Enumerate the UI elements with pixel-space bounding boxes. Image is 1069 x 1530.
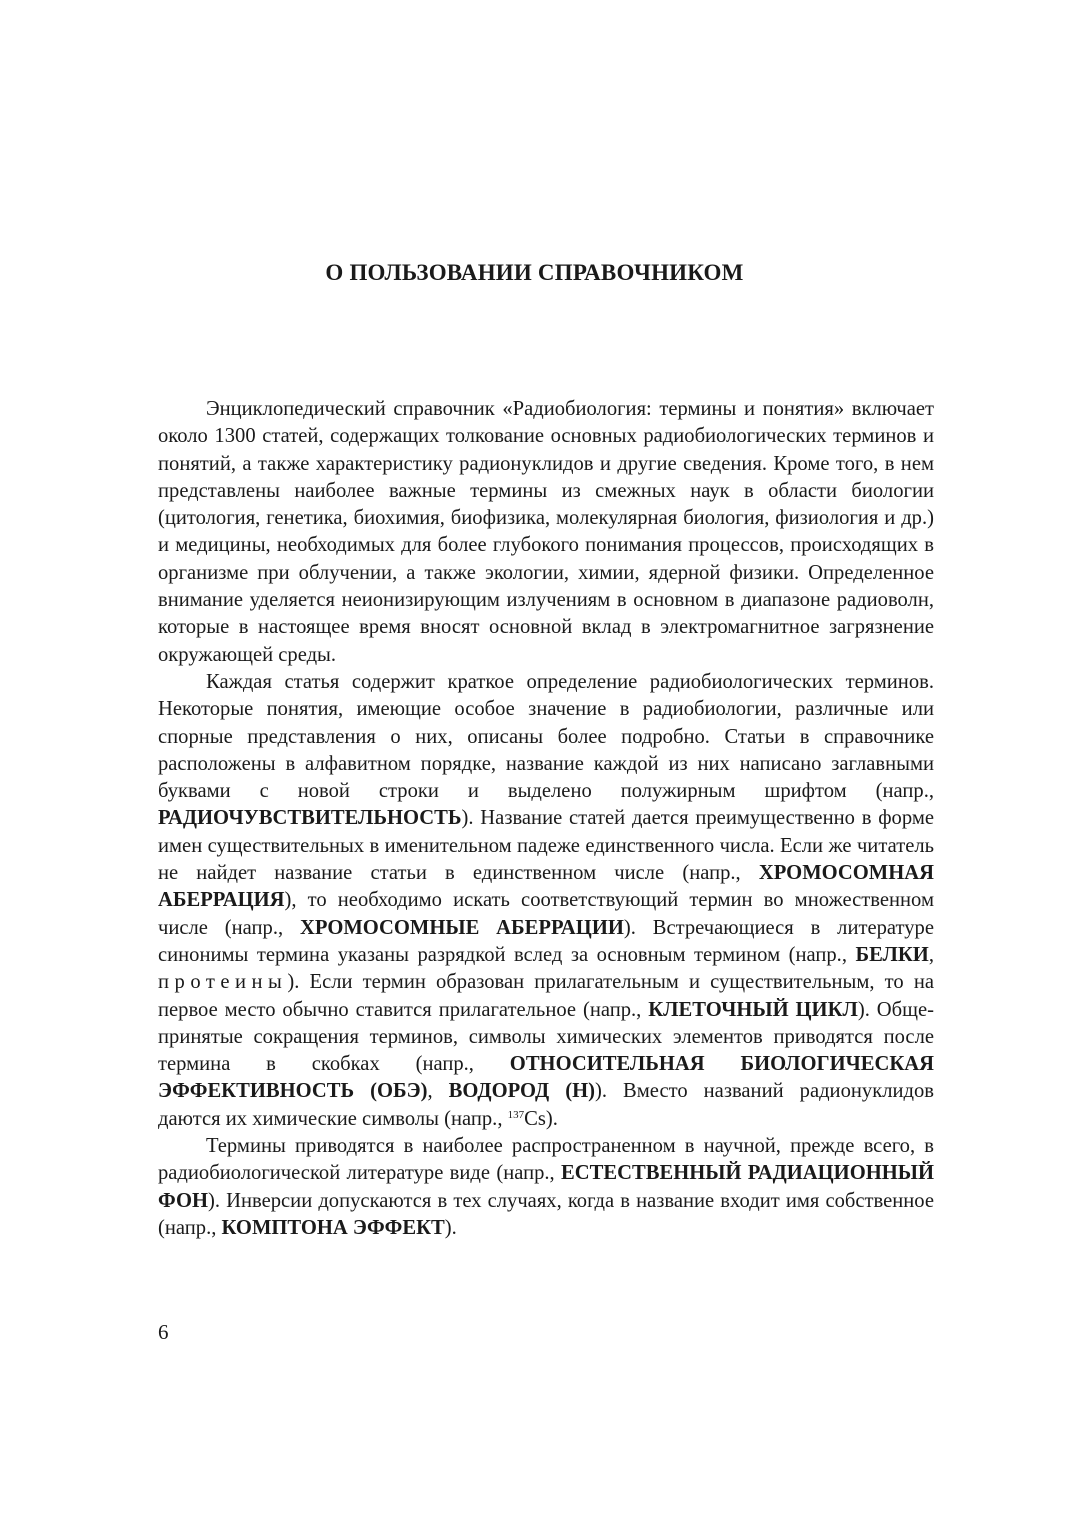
text: ). Вместо названий радионуклидов даются их химические символы (напр., (158, 1080, 934, 1130)
paragraph-3 (158, 1133, 934, 1242)
text: Cs). (524, 1107, 558, 1130)
paragraph-2 (158, 669, 934, 1133)
page-title: О ПОЛЬЗОВАНИИ СПРАВОЧНИКОМ (325, 260, 744, 286)
term-bold: РАДИОЧУВСТВИТЕЛЬНОСТЬ (158, 807, 462, 830)
term-bold: КОМПТОНА ЭФФЕКТ (221, 1216, 445, 1239)
text: ). Инверсии допускаются в тех случаях, когда в название входит имя собственное (напр., (158, 1189, 934, 1239)
text: Термины приводятся в наиболее распространенном в научной, прежде всего, в радиобиологической литературе виде (напр., (158, 1135, 934, 1185)
text: ). Если термин образован прилагательным и существительным, то на первое место обычно ставится прилагательное (напр., (158, 971, 934, 1021)
text: ). Название статей дается преимущественно в форме имен существительных в именительном падеже единственного числа. Если же читатель не найдет название статьи в единственном числе (напр., (158, 807, 934, 885)
term-bold: ОТНОСИТЕЛЬНАЯ БИОЛОГИЧЕСКАЯ ЭФФЕКТИВНОСТЬ (ОБЭ) (158, 1053, 935, 1103)
text: ). Общепринятые сокращения терминов, символы химических элементов приводятся после термина в скобках (напр., (158, 998, 934, 1076)
text: ), то необходимо искать соответствующий термин во множественном числе (напр., (158, 889, 934, 939)
term-bold: ХРОМОСОМНЫЕ АБЕРРАЦИИ (299, 916, 624, 939)
term-bold: ХРОМОСОМНАЯ АБЕРРАЦИЯ (158, 862, 934, 912)
term-bold: ВОДОРОД (Н) (448, 1080, 595, 1103)
synonym-spaced: протеины (158, 971, 288, 994)
text: ). Встречающиеся в литературе синонимы термина указаны разрядкой вслед за основным термином (напр., (158, 916, 934, 966)
page-number: 6 (158, 1320, 169, 1344)
text: Каждая статья содержит краткое определение радиобиологических терминов. Некоторые понятия, имеющие особое значение в радиобиологии, различные или спорные представления о них, описаны более подробно. Статьи в справочнике расположены в алфавитном порядке, название каждой из них написано заглавными буквами с новой строки и выделено полужирным шрифтом (напр., (158, 670, 934, 803)
body-text (158, 396, 934, 1242)
term-bold: КЛЕТОЧНЫЙ ЦИКЛ (648, 998, 858, 1021)
isotope-superscript: 137 (507, 1108, 525, 1121)
text: , (427, 1080, 449, 1103)
term-bold: БЕЛКИ (855, 943, 929, 966)
term-bold: ЕСТЕСТВЕННЫЙ РАДИАЦИОННЫЙ ФОН (158, 1162, 934, 1212)
paragraph-1: Энциклопедический справочник «Радиобиология: термины и понятия» включает около 1300 статей, содержащих толкование основных радиобиологических терминов и понятий, а также характеристику радионуклидов и другие сведения. Кроме того, в нем представлены наиболее важные термины из смежных наук в области биологии (цитология, генетика, биохимия, биофизика, молекулярная биология, физиология и др.) и медицины, необходимых для более глубокого понимания процессов, происходящих в организме при облучении, а также экологии, химии, ядерной физики. Определенное внимание уделяется неионизирующим излучениям в основном в диапазоне радиоволн, которые в настоящее время вносят основной вклад в электромагнитное загрязнение окружающей среды. (158, 398, 934, 666)
text: , (928, 943, 934, 966)
text: ). (444, 1216, 457, 1239)
